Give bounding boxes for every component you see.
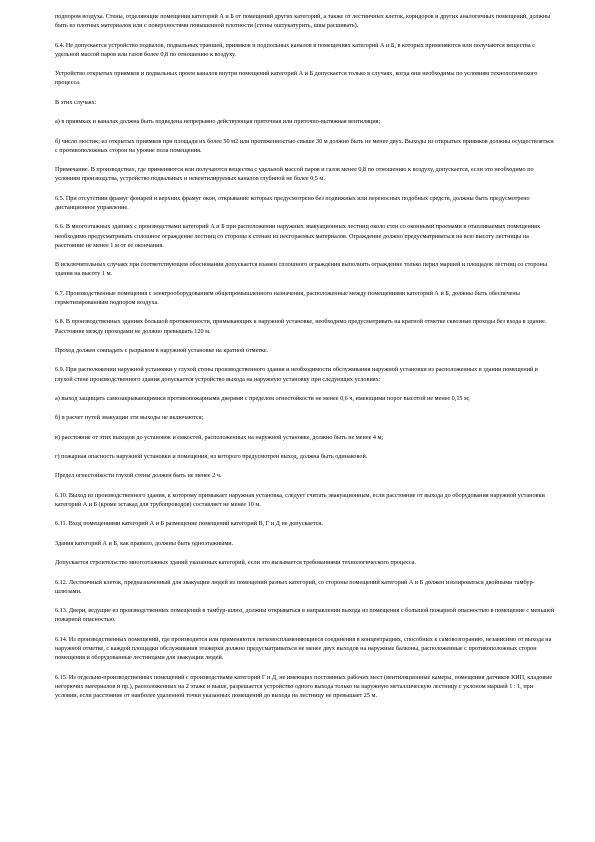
paragraph-13: Проход должен совпадать с разрывом в наружной установке на кратной отметке.: [55, 346, 269, 354]
paragraph-1: подпором воздуха. Стены, отделяющие помещения категорий А и Б от помещений других категорий, а также от лестничных клеток, коридоров и других аналогичных помещений, должны быть из плотных материалов или с поверхностями повышенной плотности (стены оштукатурить, швы расшивать).: [55, 13, 551, 30]
paragraph-27: 6.15. Из отдельно-производственных помещений с производствами категорий Г и Д, не имеющих постоянных рабочих мест (вентиляционные камеры, помещения датчиков КИП, кладовые негорючих материалов и пр.), расположенных на 2 этаже и выше, разрешается устройство одного выхода только на наружную металлическую лестницу с уклоном маршей 1 : 1, при условии, если расстояние от наиболее удаленной точки указанных помещений до выхода на лестницу не превышает 25 м.: [55, 673, 553, 700]
paragraph-6: б) число люстик; из открытых приямков при площади их более 50 м2 или протяженностью свыше 30 м должно быть не менее двух. Выходы из открытых приямков должны осуществляться с противоположных сторон на уровне пола помещения.: [55, 137, 554, 154]
paragraph-2: 6.4. Не допускается устройство подвалов, подвальных траншей, приямков и подпольных каналов в помещениях категорий А и Б, в которых применяются или получаются вещества с удельной массой паров или газов более 0,8 по отношению к воздуху.: [55, 41, 535, 58]
paragraph-19: Предел огнестойкости глухой стены должен быть не менее 2 ч.: [55, 472, 222, 480]
paragraph-12: 6.8. В производственных зданиях большой протяженности, примыкающих к наружной установке, необходимо предусматривать на кратной отметке сквозные проходы без входа в здание. Расстояние между проходами не должно превышать 120 м.: [55, 318, 547, 335]
paragraph-21: 6.11. Вход помещениями категорий А и Б размещение помещений категорий В, Г и Д не допускается.: [55, 520, 323, 528]
paragraph-18: г) пожарная опасность наружной установки и помещения, из которого предусмотрен выход, должна быть одинаковой.: [55, 453, 368, 461]
paragraph-24: 6.12. Лестничный клеток, предназначенный для эвакуации людей из помещений разных категорий, со стороны помещений категорий А и Б должен изолироваться двойными тамбур-шлюзами.: [55, 578, 535, 595]
paragraph-14: 6.9. При расположении наружной установки у глухой стены производственного здания и необходимости обслуживания наружной установки из расположенных в здании помещений в глухой стене производственного здания допускается устройство выхода на наружную установку при следующих условиях:: [55, 366, 538, 383]
paragraph-16: б) в расчет путей эвакуации эти выходы не включаются;: [55, 414, 204, 422]
paragraph-15: а) выход защищать самозакрывающимися противопожарными дверями с пределом огнестойкости не менее 0,6 ч, имеющими порог высотой не менее 0,15 м;: [55, 394, 470, 402]
document-page: [55, 12, 555, 710]
paragraph-25: 6.13. Двери, ведущие из производственных помещений в тамбур-шлюз, должны открываться в направлении выхода из помещения с большой пожарной опасностью в помещение с меньшей пожарной опасностью.: [55, 607, 555, 624]
paragraph-3: Устройство открытых приямков и подвальных проем каналов внутри помещений категорий А и Б допускается только в случаях, когда они необходимы по условиям технологического процесса.: [55, 70, 538, 87]
paragraph-26: 6.14. Из производственных помещений, где производится или применяются легковоспламеняющиеся соединения в концентрациях, способных к самовозгоранию, независимо от выхода на наружной отметке, с каждой площадки обслуживания этажерки должно предусматриваться не менее двух выходов на наружные балконы, расположенные с противоположных сторон помещения и оборудованные лестницами для эвакуации людей.: [55, 635, 552, 662]
paragraph-8: 6.5. При отсутствии фрамуг фонарей и верхних фрамуг окон, открывание которых предусмотрено без подвижных или переносных подобных средств, должны быть предусмотрено дистанционное управление.: [55, 194, 530, 211]
paragraph-23: Допускается строительство многоэтажных зданий указанных категорий, если это вызывается требованиями технологического процесса.: [55, 559, 416, 567]
paragraph-22: Здания категорий А и Б, как правило, должны быть одноэтажными.: [55, 539, 234, 547]
paragraph-5: а) в приямках и каналах должна быть подведена непрерывно действующая приточная или приточно-вытяжная вентиляция;: [55, 118, 381, 126]
paragraph-4: В этих случаях:: [55, 98, 97, 106]
paragraph-10: В исключительных случаях при соответствующем обосновании допускается взамен сплошного ограждения выполнять ограждение только перил маршей и площадок лестниц со стороны здания на высоту 1 м.: [55, 261, 548, 278]
paragraph-20: 6.10. Выход из производственного здания, к которому примыкает наружная установка, следует считать эвакуационным, если расстояние от выхода до оборудования наружной установки категорий А и Б (кроме эстакад для трубопроводов) составляет не менее 10 м.: [55, 491, 545, 509]
paragraph-7: Примечание. В производствах, где применяются или получаются вещества с удельной массой паров и газов менее 0,8 по отношению к воздуху, допускается, если это необходимо по условиям производства, устройство подвальных и невентилируемых каналов глубиной не более 0,5 м.: [55, 166, 534, 183]
paragraph-17: в) расстояние от этих выходов до установок и емкостей, расположенных на наружной установке, должно быть не менее 4 м;: [55, 433, 384, 441]
paragraph-11: 6.7. Производственные помещения с электрооборудованием общепромышленного назначения, расположенные между помещениями категорий А и Б, должны быть обеспечены герметизированным подпором воздуха.: [55, 289, 520, 306]
paragraph-9: 6.6. В многоэтажных зданиях с производствами категорий А и Б при расположении наружных эвакуационных лестниц около стен со оконными проемами в отапливаемых помещениях необходимо предусматривать сплошное ограждение лестниц со стороны к стенам из несгораемых материалов. Ограждение должно предусматриваться на всю высоту лестницы на расстояние не менее 1 м от ее окончания.: [55, 223, 541, 249]
